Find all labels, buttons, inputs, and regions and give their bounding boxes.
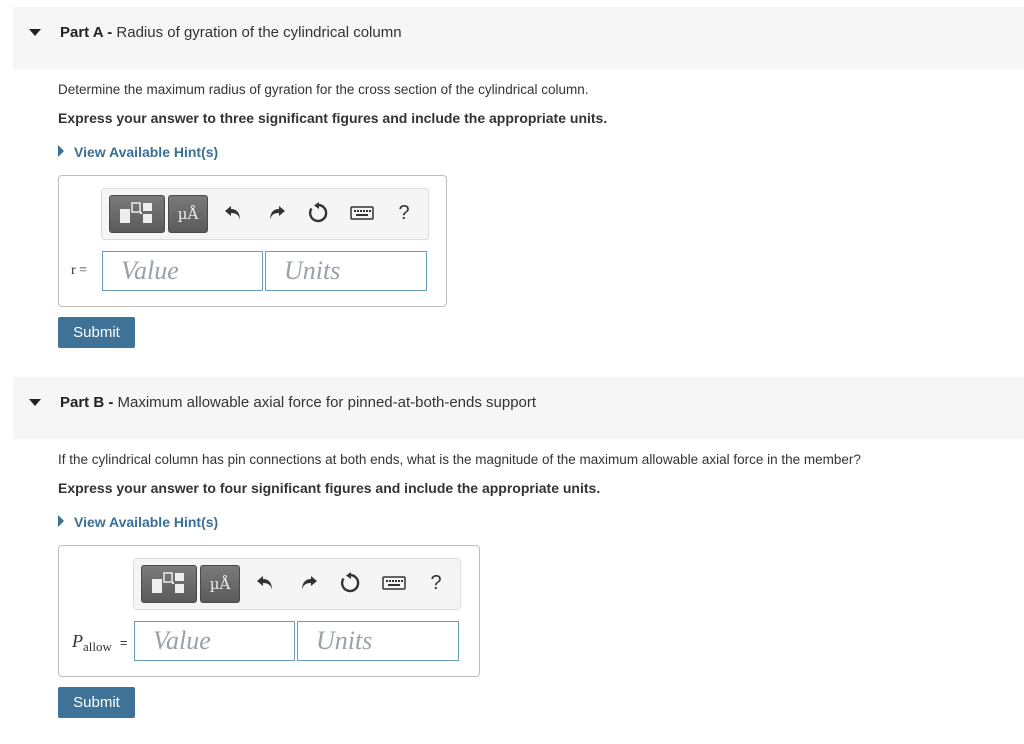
part-b-variable-eq: = [119, 635, 128, 650]
part-b-variable-sub: allow [83, 639, 112, 655]
redo-icon[interactable] [296, 571, 320, 595]
units-button-label: µÅ [177, 205, 199, 223]
part-b-variable-main: P [72, 631, 83, 651]
templates-button[interactable] [141, 565, 197, 603]
part-a-header[interactable] [13, 7, 1024, 69]
part-b-value-input[interactable] [134, 621, 295, 661]
part-b-title [60, 394, 536, 411]
reset-icon[interactable] [338, 571, 362, 595]
part-b-question: If the cylindrical column has pin connections at both ends, what is the magnitude of the maximum allowable axial force in the member? [58, 452, 861, 467]
help-icon[interactable]: ? [398, 202, 410, 224]
part-a-title-text: Radius of gyration of the cylindrical column [116, 24, 402, 41]
help-icon[interactable]: ? [430, 572, 442, 594]
part-a-title [60, 24, 402, 41]
templates-icon [142, 566, 196, 602]
undo-icon[interactable] [222, 201, 246, 225]
part-a-units-input[interactable] [265, 251, 427, 291]
units-button[interactable] [200, 565, 240, 603]
part-a-instruction: Express your answer to three significant figures and include the appropriate units. [58, 110, 608, 126]
part-a-question: Determine the maximum radius of gyration for the cross section of the cylindrical column. [58, 82, 589, 97]
part-a-variable-label: r = [71, 263, 88, 278]
math-toolbar [101, 188, 429, 240]
collapse-caret-icon[interactable] [29, 399, 41, 406]
math-toolbar [133, 558, 461, 610]
part-b-hint-link[interactable] [58, 514, 218, 530]
part-a-label: Part A - [60, 24, 113, 41]
units-button[interactable] [168, 195, 208, 233]
part-b-units-input[interactable] [297, 621, 459, 661]
keyboard-icon[interactable] [380, 571, 408, 595]
keyboard-icon[interactable] [348, 201, 376, 225]
part-b-instruction: Express your answer to four significant figures and include the appropriate units. [58, 480, 601, 496]
units-button-label: µÅ [209, 575, 231, 593]
collapse-caret-icon[interactable] [29, 29, 41, 36]
expand-triangle-icon [58, 515, 64, 527]
part-a-hint-label: View Available Hint(s) [74, 144, 219, 160]
part-b-label: Part B - [60, 394, 114, 411]
part-b-variable-label [72, 631, 127, 655]
part-b-header[interactable] [13, 377, 1024, 439]
part-b-hint-label: View Available Hint(s) [74, 514, 219, 530]
templates-icon [110, 196, 164, 232]
part-a-value-input[interactable] [102, 251, 263, 291]
undo-icon[interactable] [254, 571, 278, 595]
redo-icon[interactable] [264, 201, 288, 225]
part-b-answer-box [58, 545, 480, 677]
part-b-submit-button[interactable]: Submit [58, 687, 135, 718]
part-a-hint-link[interactable] [58, 144, 218, 160]
templates-button[interactable] [109, 195, 165, 233]
part-b-title-text: Maximum allowable axial force for pinned-at-both-ends support [117, 394, 537, 411]
part-a-submit-button[interactable]: Submit [58, 317, 135, 348]
part-a-answer-box [58, 175, 447, 307]
reset-icon[interactable] [306, 201, 330, 225]
expand-triangle-icon [58, 145, 64, 157]
